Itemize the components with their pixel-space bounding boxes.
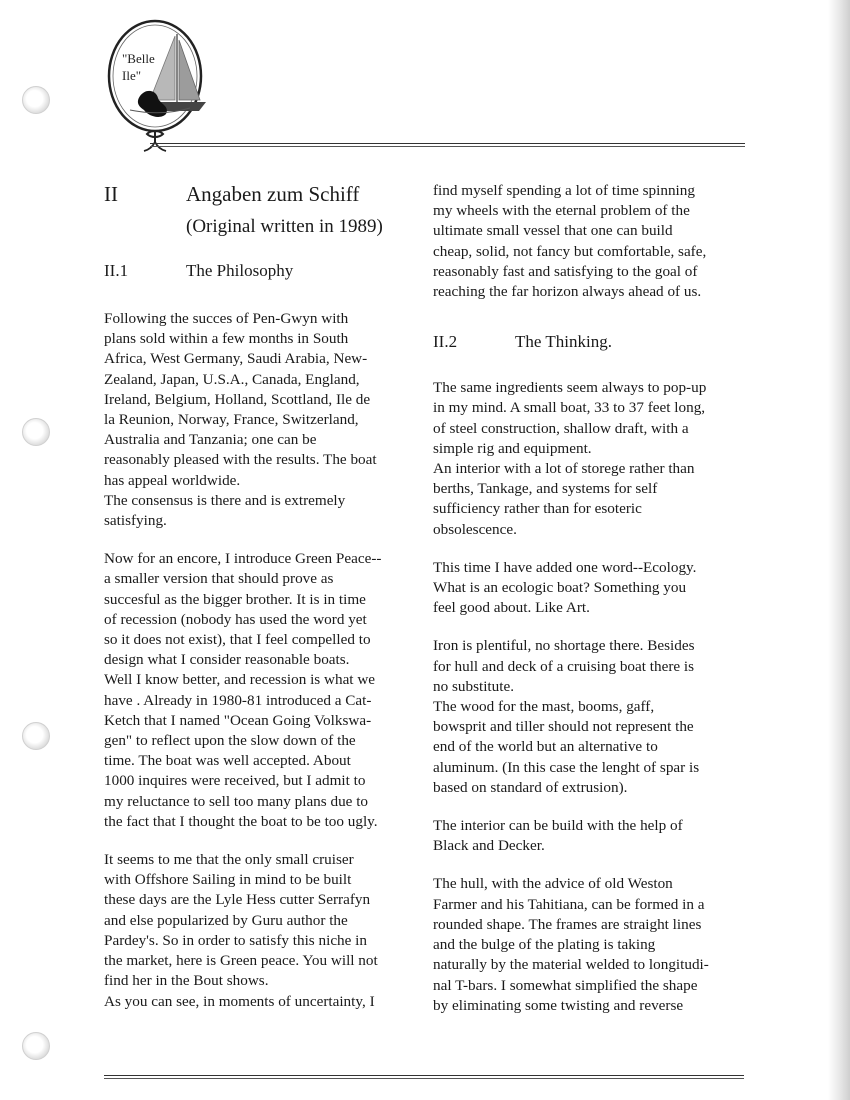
binder-hole-1 <box>22 86 50 114</box>
binder-hole-4 <box>22 1032 50 1060</box>
paragraph: The interior can be build with the help of Black and Decker. <box>433 817 683 855</box>
section-title: The Thinking. <box>515 332 612 352</box>
paragraph: find myself spending a lot of time spinning my wheels with the eternal problem of the ultimate small vessel that one can build cheap, solid, not fancy but comfortable, safe, reasonably fast and satisfying to the goal of reaching the far horizon always ahead of us. <box>433 182 707 301</box>
chapter-number: II <box>104 182 118 206</box>
footer-rule <box>104 1075 744 1079</box>
right-column <box>433 181 755 1016</box>
chapter-subtitle: (Original written in 1989) <box>186 216 383 237</box>
chapter-title: Angaben zum Schiff <box>186 182 360 206</box>
paragraph: The hull, with the advice of old Weston Farmer and his Tahitiana, can be formed in a rounded shape. The frames are straight lines and the bulge of the plating is taking naturally by the material welded to longitudi- nal T-bars. I somewhat simplified the shape by eliminating some twisting and reverse <box>433 875 709 1014</box>
paragraph: It seems to me that the only small cruiser with Offshore Sailing in mind to be built these days are the Lyle Hess cutter Serrafyn and else popularized by Guru author the Pardey's. So in order to satisfy this niche in the market, here is Green peace. You will not find her in the Bout shows. As you can see, in moments of uncertainty, I <box>104 851 378 1010</box>
section-number: II.1 <box>104 261 129 280</box>
section-title: The Philosophy <box>186 261 294 280</box>
page-edge-shadow <box>828 0 850 1100</box>
binder-hole-2 <box>22 418 50 446</box>
belle-ile-logo <box>100 18 210 153</box>
paragraph: Following the succes of Pen-Gwyn with plans sold within a few months in South Africa, West Germany, Saudi Arabia, New- Zealand, Japan, U.S.A., Canada, England, Ireland, Belgium, Holland, Scottland, Ile de la Reunion, Norway, France, Switzerland, Australia and Tanzania; one can be reasonably pleased with the results. The boat has appeal worldwide. The consensus is there and is extremely satisfying. <box>104 310 377 530</box>
left-column <box>104 181 426 1012</box>
section-heading-thinking <box>433 330 755 358</box>
section-heading-philosophy <box>104 259 426 287</box>
chapter-heading <box>104 181 426 259</box>
header-rule <box>150 143 745 147</box>
logo-label: "Belle Ile" <box>122 51 155 83</box>
paragraph: The same ingredients seem always to pop-up in my mind. A small boat, 33 to 37 feet long, of steel construction, shallow draft, with a simple rig and equipment. An interior with a lot of storege rather than berths, Tankage, and systems for self sufficiency rather than for esoteric obsolescence. <box>433 379 707 538</box>
section-number: II.2 <box>433 332 458 352</box>
binder-hole-3 <box>22 722 50 750</box>
paragraph: This time I have added one word--Ecology. What is an ecologic boat? Something you feel good about. Like Art. <box>433 558 697 617</box>
sailboat-logo-icon <box>100 18 210 153</box>
paragraph: Now for an encore, I introduce Green Peace-- a smaller version that should prove as succesful as the bigger brother. It is in time of recession (nobody has used the word yet so it does not exist), that I feel compelled to design what I consider reasonable boats. Well I know better, and recession is what we have . Already in 1980-81 introduced a Cat- Ketch that I named "Ocean Going Volkswa- gen" to reflect upon the slow down of the time. The boat was well accepted. About 1000 inquires were received, but I admit to my reluctance to sell too many plans due to the fact that I thought the boat to be too ugly. <box>104 550 382 830</box>
paragraph: Iron is plentiful, no shortage there. Besides for hull and deck of a cruising boat there is no substitute. The wood for the mast, booms, gaff, bowsprit and tiller should not represent the end of the world but an alternative to aluminum. (In this case the lenght of spar is based on standard of extrusion). <box>433 637 700 796</box>
